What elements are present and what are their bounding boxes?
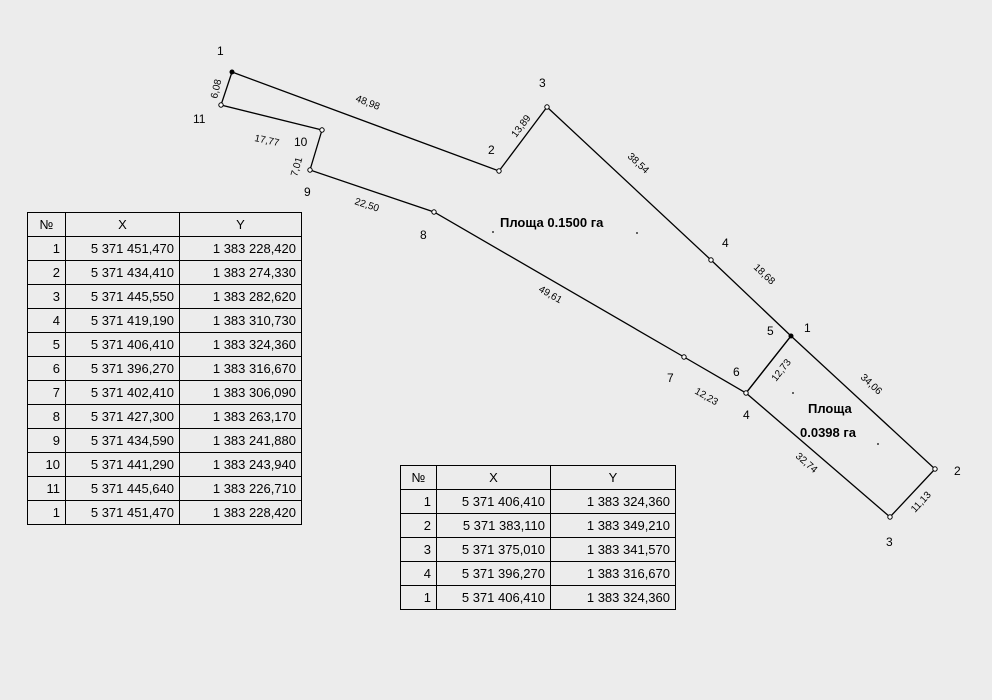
vertex-main-3 [545, 105, 549, 109]
small-point-label: 3 [886, 535, 893, 549]
table-row: 7 5 371 402,410 1 383 306,090 [28, 381, 302, 405]
main-point-label: 11 [193, 112, 206, 126]
length-label: 7,01 [289, 156, 306, 178]
main-point-label: 10 [294, 135, 308, 149]
table-row: 2 5 371 434,410 1 383 274,330 [28, 261, 302, 285]
length-label: 17,77 [253, 133, 281, 150]
length-label: 32,74 [793, 450, 820, 476]
table-row: 1 5 371 406,410 1 383 324,360 [401, 586, 676, 610]
small-point-label: 4 [743, 408, 750, 422]
main-point-label: 2 [488, 143, 495, 157]
small-point-label: 2 [954, 464, 961, 478]
header-y: Y [180, 213, 302, 237]
table-row: 1 5 371 451,470 1 383 228,420 [28, 237, 302, 261]
vertex-main-7 [682, 355, 686, 359]
table-row: 3 5 371 375,010 1 383 341,570 [401, 538, 676, 562]
vertex-main-5 [789, 334, 794, 339]
table-row: 4 5 371 419,190 1 383 310,730 [28, 309, 302, 333]
vertex-main-2 [497, 169, 501, 173]
header-x: X [437, 466, 551, 490]
main-point-label: 9 [304, 185, 311, 199]
length-label: 13,89 [509, 113, 534, 140]
vertex-main-10 [320, 128, 324, 132]
table-row: 3 5 371 445,550 1 383 282,620 [28, 285, 302, 309]
length-label: 12,23 [692, 386, 720, 409]
vertex-small-3 [888, 515, 892, 519]
main-parcel-vertices [219, 70, 937, 520]
vertex-main-9 [308, 168, 312, 172]
table-row: 8 5 371 427,300 1 383 263,170 [28, 405, 302, 429]
header-number: № [28, 213, 66, 237]
small-area-label-line1: Площа [808, 401, 852, 416]
main-area-label: Площа 0.1500 га [500, 215, 604, 230]
small-point-label: 1 [804, 321, 811, 335]
table-row: 5 5 371 406,410 1 383 324,360 [28, 333, 302, 357]
small-area-label-line2: 0.0398 га [800, 425, 857, 440]
length-label: 38,54 [624, 151, 651, 177]
vertex-main-8 [432, 210, 436, 214]
header-y: Y [551, 466, 676, 490]
table-row: 1 5 371 406,410 1 383 324,360 [401, 490, 676, 514]
length-label: 48,98 [353, 93, 382, 113]
vertex-main-6 [744, 391, 748, 395]
length-label: 6,08 [209, 78, 225, 100]
table-row: 4 5 371 396,270 1 383 316,670 [401, 562, 676, 586]
main-point-label: 3 [539, 76, 546, 90]
main-point-label: 8 [420, 228, 427, 242]
length-label: 12,73 [769, 357, 794, 384]
vertex-small-2 [933, 467, 937, 471]
table-row: 6 5 371 396,270 1 383 316,670 [28, 357, 302, 381]
header-number: № [401, 466, 437, 490]
small-coordinates-table [400, 465, 676, 610]
main-point-label: 5 [767, 324, 774, 338]
main-coordinates-table [27, 212, 302, 525]
header-x: X [66, 213, 180, 237]
vertex-main-4 [709, 258, 713, 262]
table-row: 2 5 371 383,110 1 383 349,210 [401, 514, 676, 538]
main-point-label: 4 [722, 236, 729, 250]
length-label: 22,50 [353, 196, 381, 215]
length-label: 18,68 [750, 262, 777, 288]
vertex-main-11 [219, 103, 223, 107]
table-row: 11 5 371 445,640 1 383 226,710 [28, 477, 302, 501]
table-header-row [28, 213, 302, 237]
table-row: 9 5 371 434,590 1 383 241,880 [28, 429, 302, 453]
main-point-label: 1 [217, 44, 224, 58]
length-label: 34,06 [857, 372, 884, 398]
main-point-label: 7 [667, 371, 674, 385]
main-point-label: 6 [733, 365, 740, 379]
length-label: 49,61 [536, 284, 564, 307]
length-label: 11,13 [909, 489, 934, 516]
table-row: 1 5 371 451,470 1 383 228,420 [28, 501, 302, 525]
main-parcel-boundary [221, 72, 791, 393]
table-header-row [401, 466, 676, 490]
table-row: 10 5 371 441,290 1 383 243,940 [28, 453, 302, 477]
vertex-main-1 [230, 70, 235, 75]
